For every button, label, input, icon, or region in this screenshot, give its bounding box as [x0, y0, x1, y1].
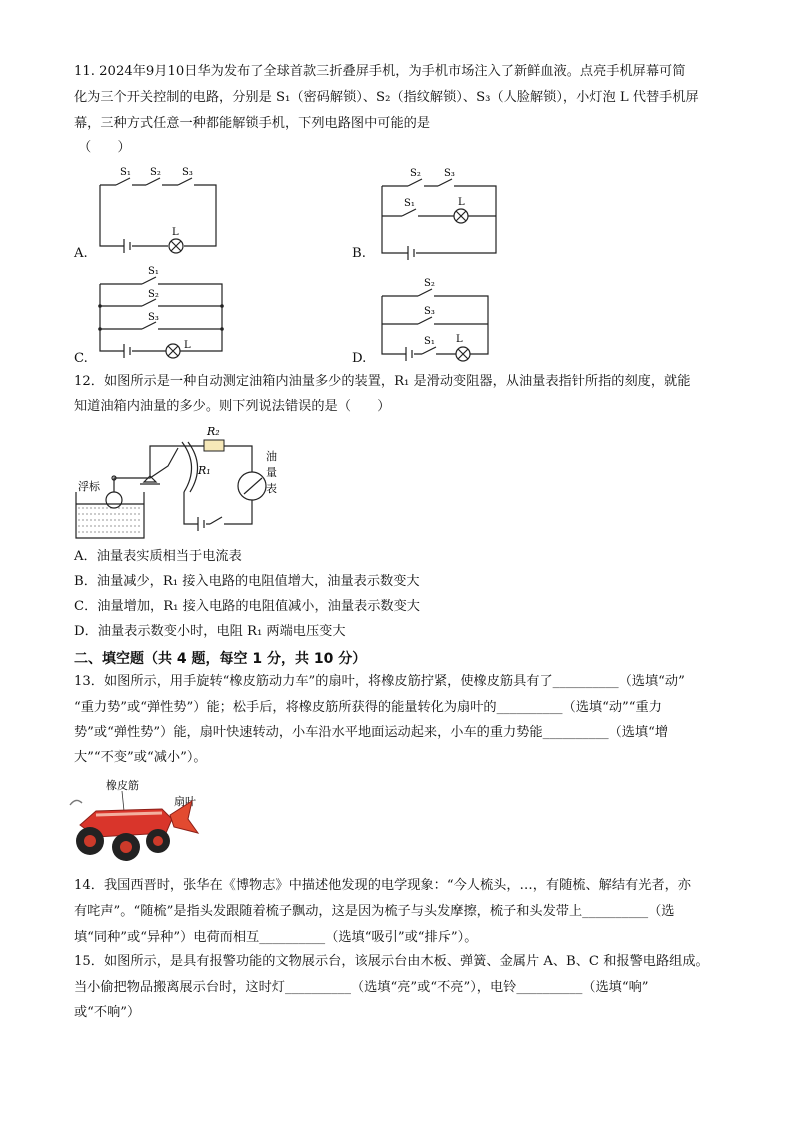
q13-line-1: 13．如图所示，用手旋转“橡皮筋动力车”的扇叶，将橡皮筋拧紧，使橡皮筋具有了__________（选填“动”	[74, 674, 685, 689]
q11-option-a-label: A.	[74, 246, 88, 261]
circuit-b-diagram	[378, 168, 503, 258]
q14-line-2: 有咤声”。“随梳”是指头发跟随着梳子飘动，这是因为梳子与头发摩擦，梳子和头发带上__________（选	[74, 904, 675, 919]
circuit-b-s2-label: S₂	[410, 168, 421, 179]
circuit-b-s1-label: S₁	[404, 198, 415, 209]
circuit-a-s3-label: S₃	[182, 167, 193, 178]
q12-option-c: C．油量增加，R₁ 接入电路的电阻值减小，油量表示数变大	[74, 599, 420, 614]
q11-option-d-label: D.	[352, 351, 367, 366]
circuit-a-diagram	[96, 165, 226, 255]
r2-label: R₂	[207, 425, 220, 438]
meter-label-3: 表	[266, 482, 277, 495]
circuit-c-s2-label: S₂	[148, 289, 159, 300]
q11-line-1: 11. 2024年9月10日华为发布了全球首款三折叠屏手机，为手机市场注入了新鲜血液。点亮手机屏幕可简	[74, 64, 686, 79]
circuit-c-s1-label: S₁	[148, 266, 159, 277]
q12-option-b: B．油量减少，R₁ 接入电路的电阻值增大，油量表示数变大	[74, 574, 420, 589]
q12-option-a: A．油量表实质相当于电流表	[74, 549, 242, 564]
q13-line-2: “重力势”或“弹性势”）能；松手后，将橡皮筋所获得的能量转化为扇叶的__________（选填“动”“重力	[74, 700, 662, 715]
q15-line-3: 或“不响”）	[74, 1005, 141, 1020]
circuit-c-s3-label: S₃	[148, 312, 159, 323]
circuit-c-lamp-label: L	[184, 340, 191, 351]
q13-line-4: 大”“不变”或“减小”）。	[74, 750, 207, 765]
circuit-a-s2-label: S₂	[150, 167, 161, 178]
circuit-d-diagram	[378, 278, 496, 360]
circuit-d-s3-label: S₃	[424, 306, 435, 317]
circuit-a-s1-label: S₁	[120, 167, 131, 178]
meter-label-1: 油	[266, 450, 277, 463]
q14-line-1: 14．我国西晋时，张华在《博物志》中描述他发现的电学现象：“今人梳头，…，有随梳、解结有光者，亦	[74, 878, 691, 893]
q12-line-1: 12．如图所示是一种自动测定油箱内油量多少的装置，R₁ 是滑动变阻器，从油量表指针所指的刻度，就能	[74, 374, 691, 389]
q11-answer-blank: （ ）	[78, 140, 131, 155]
circuit-a-lamp-label: L	[172, 227, 179, 238]
meter-label-2: 量	[266, 466, 277, 479]
circuit-b-lamp-label: L	[458, 197, 465, 208]
oil-gauge-diagram	[66, 420, 296, 542]
q15-line-2: 当小偷把物品搬离展示台时，这时灯__________（选填“亮”或“不亮”），电铃__________（选填“响”	[74, 980, 649, 995]
q13-line-3: 势”或“弹性势”）能，扇叶快速转动，小车沿水平地面运动起来，小车的重力势能__________（选填“增	[74, 725, 669, 740]
q12-line-2: 知道油箱内油量的多少。则下列说法错误的是（ ）	[74, 399, 391, 414]
section-2-heading: 二、填空题（共 4 题，每空 1 分，共 10 分）	[74, 651, 367, 667]
r1-label: R₁	[198, 464, 211, 477]
q14-line-3: 填“同种”或“异种”）电荷而相互__________（选填“吸引”或“排斥”）。	[74, 930, 478, 945]
q15-line-1: 15．如图所示，是具有报警功能的文物展示台，该展示台由木板、弹簧、金属片 A、B、C 和报警电路组成。	[74, 954, 709, 969]
rubber-band-car-image	[66, 775, 206, 865]
circuit-d-s2-label: S₂	[424, 278, 435, 289]
float-label: 浮标	[78, 480, 100, 493]
circuit-b-s3-label: S₃	[444, 168, 455, 179]
rubber-band-label: 橡皮筋	[106, 779, 139, 792]
fan-label: 扇叶	[174, 795, 196, 808]
q12-option-d: D．油量表示数变小时，电阻 R₁ 两端电压变大	[74, 624, 346, 639]
q11-option-c-label: C.	[74, 351, 88, 366]
circuit-c-diagram	[96, 266, 226, 360]
q11-line-3: 幕，三种方式任意一种都能解锁手机，下列电路图中可能的是	[74, 116, 431, 131]
circuit-d-s1-label: S₁	[424, 336, 435, 347]
circuit-d-lamp-label: L	[456, 334, 463, 345]
q11-option-b-label: B.	[352, 246, 366, 261]
q11-line-2: 化为三个开关控制的电路，分别是 S₁（密码解锁）、S₂（指纹解锁）、S₃（人脸解锁），小灯泡 L 代替手机屏	[74, 90, 699, 105]
